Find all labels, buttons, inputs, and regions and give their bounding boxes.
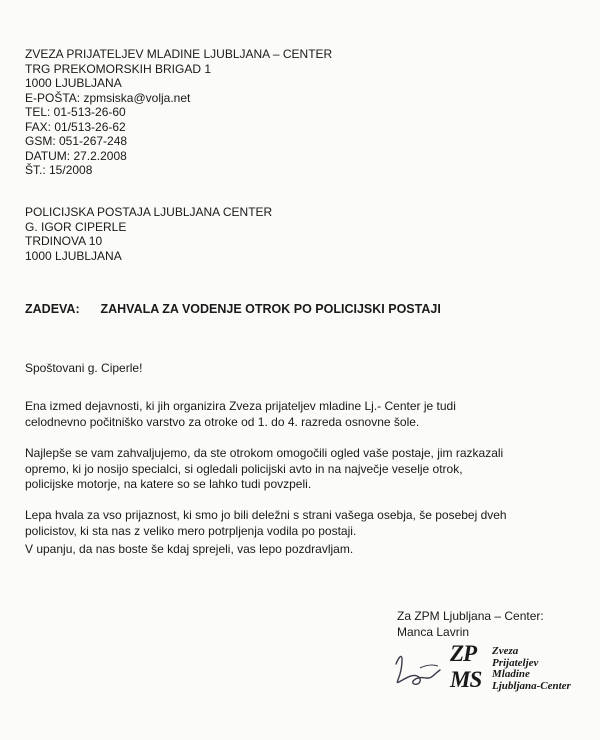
sender-address-block [25, 47, 332, 178]
logo-mark-zp: ZP [450, 641, 477, 666]
organization-stamp-logo [450, 642, 590, 700]
sender-fax: FAX: 01/513-26-62 [25, 119, 126, 134]
body-paragraph [25, 446, 585, 493]
sender-street: TRG PREKOMORSKIH BRIGAD 1 [25, 61, 212, 76]
paragraph-line: Najlepše se vam zahvaljujemo, da ste otrokom omogočili ogled vaše postaje, jim razkazali [25, 446, 504, 460]
sender-email: E-POŠTA: zpmsiska@volja.net [25, 90, 191, 105]
recipient-org: POLICIJSKA POSTAJA LJUBLJANA CENTER [25, 205, 273, 219]
recipient-person: G. IGOR CIPERLE [25, 219, 127, 234]
signatory-name: Manca Lavrin [397, 624, 470, 639]
subject-line [25, 302, 441, 316]
sender-phone: TEL: 01-513-26-60 [25, 105, 126, 119]
paragraph-line: Lepa hvala za vso prijaznost, ki smo jo bili deležni s strani vašega osebja, še posebej dveh [25, 508, 507, 522]
subject-text: ZAHVALA ZA VODENJE OTROK PO POLICIJSKI POSTAJI [100, 302, 441, 316]
closing-org: Za ZPM Ljubljana – Center: [397, 609, 544, 623]
logo-mark-ms: MS [450, 667, 482, 692]
body-paragraph [25, 399, 585, 430]
logo-wordmark [492, 646, 571, 692]
logo-word: Zveza [492, 645, 519, 657]
recipient-street: TRDINOVA 10 [25, 234, 103, 248]
body-paragraph [25, 542, 585, 558]
body-paragraph [25, 508, 585, 539]
reference-number: ŠT.: 15/2008 [25, 163, 93, 177]
logo-word: Mladine [492, 668, 530, 680]
closing-block [397, 609, 544, 640]
paragraph-line: celodnevno počitniško varstvo za otroke od 1. do 4. razreda osnovne šole. [25, 414, 420, 429]
paragraph-line: Ena izmed dejavnosti, ki jih organizira Zveza prijateljev mladine Lj.- Center je tudi [25, 399, 456, 413]
logo-word: Prijateljev [492, 656, 539, 669]
recipient-address-block [25, 205, 272, 263]
sender-gsm: GSM: 051-267-248 [25, 134, 128, 148]
recipient-city: 1000 LJUBLJANA [25, 248, 122, 263]
paragraph-line: policijske motorje, na katere so se lahko tudi povzpeli. [25, 477, 312, 491]
sender-org-name: ZVEZA PRIJATELJEV MLADINE LJUBLJANA – CENTER [25, 47, 333, 61]
logo-word: Ljubljana-Center [492, 679, 571, 692]
paragraph-line: opremo, ki jo nosijo specialci, si ogledali policijski avto in na največje veselje otrok, [25, 461, 463, 476]
sender-city: 1000 LJUBLJANA [25, 76, 122, 90]
subject-label: ZADEVA: [25, 302, 80, 316]
paragraph-line: policistov, ki sta nas z veliko mero potrpljenja vodila po postaji. [25, 523, 357, 538]
salutation: Spoštovani g. Ciperle! [25, 361, 143, 375]
letter-date: DATUM: 27.2.2008 [25, 148, 127, 163]
paragraph-line: V upanju, da nas boste še kdaj sprejeli, vas lepo pozdravljam. [25, 542, 354, 556]
